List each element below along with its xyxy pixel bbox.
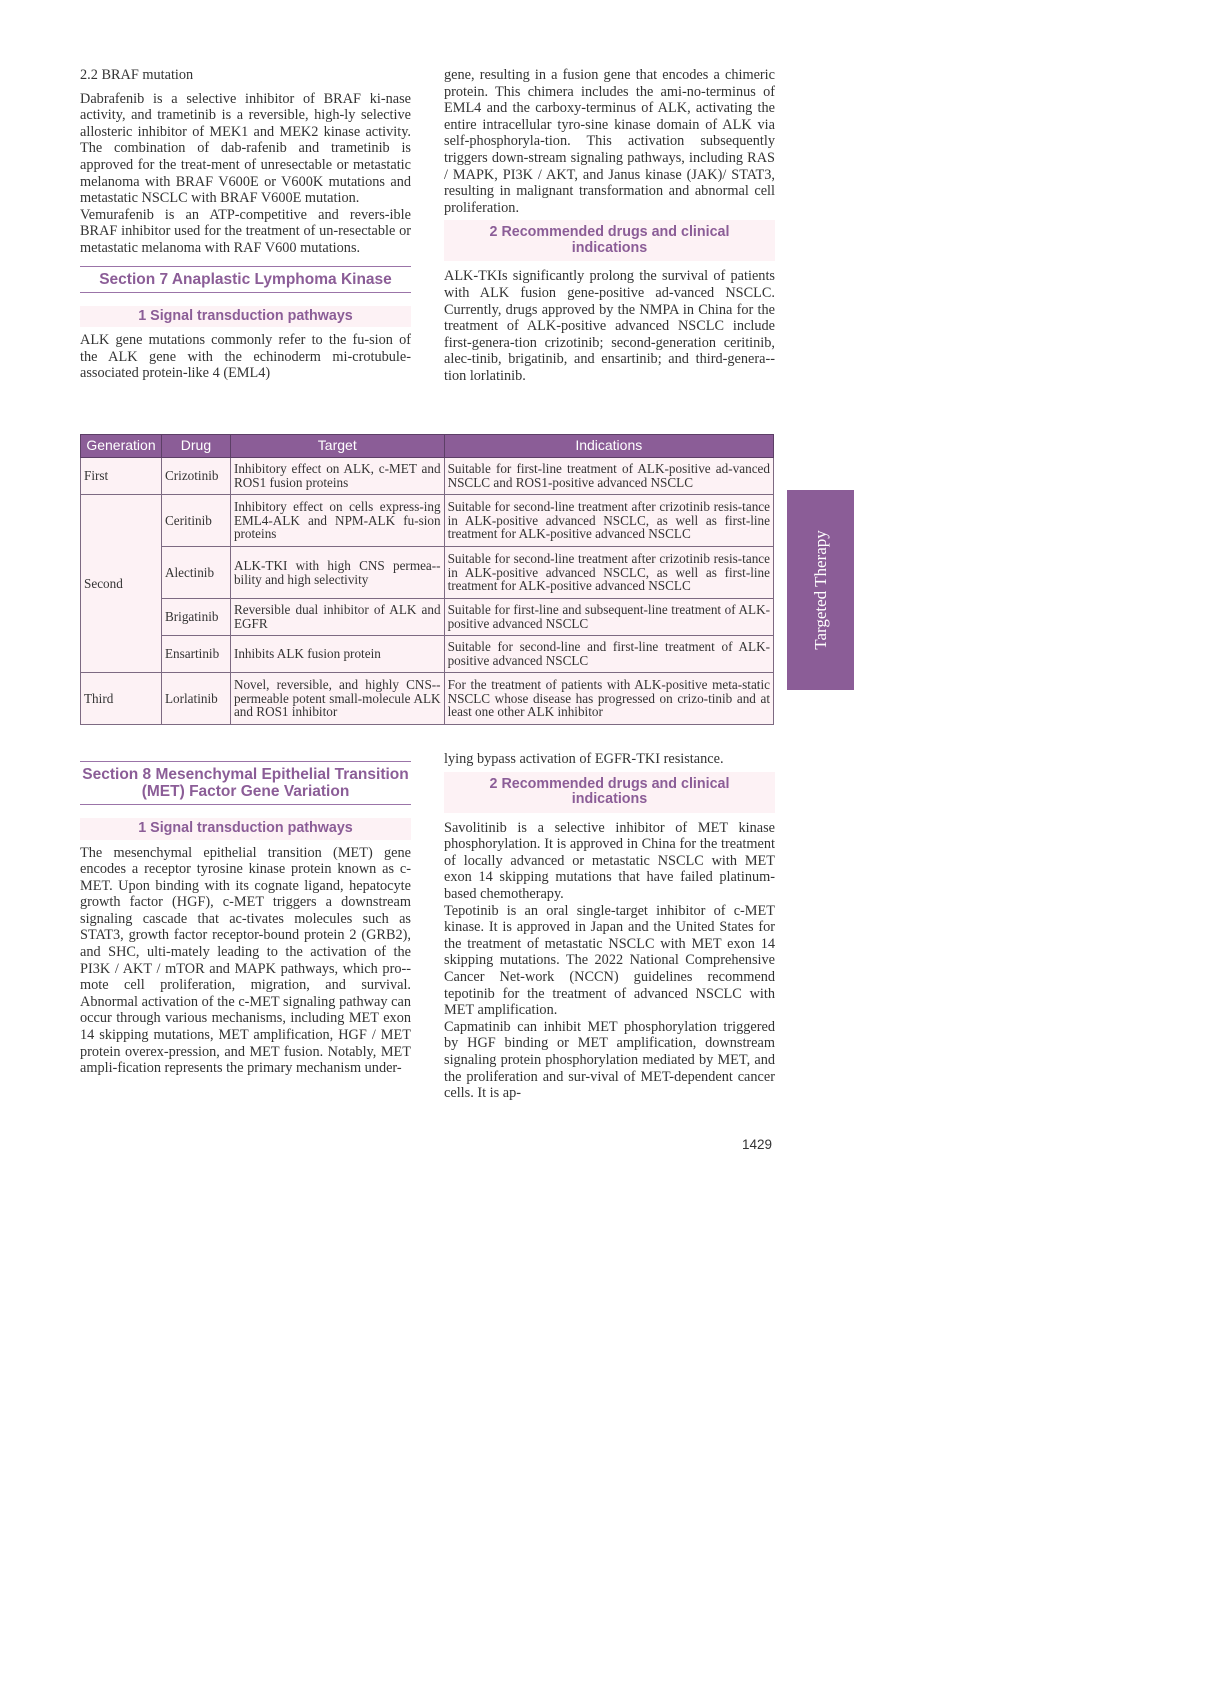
met-paragraph-0: lying bypass activation of EGFR-TKI resistance.: [444, 751, 724, 767]
indications-cell: Suitable for first-line treatment of ALK-positive ad-vanced NSCLC and ROS1-positive advanced NSCLC: [444, 458, 773, 495]
table-row: [81, 599, 774, 636]
generation-cell: Third: [81, 673, 162, 725]
alk-paragraph-1: ALK gene mutations commonly refer to the fu-sion of the ALK gene with the echinoderm mi-crotubule-associated protein-like 4 (EML4): [80, 332, 411, 382]
target-cell: Reversible dual inhibitor of ALK and EGFR: [230, 599, 444, 636]
generation-cell: Second: [81, 495, 162, 673]
indications-cell: For the treatment of patients with ALK-positive meta-static NSCLC whose disease has progressed on crizo-tinib and at least one other ALK inhibitor: [444, 673, 773, 725]
met-drugs-heading: 2 Recommended drugs and clinical indications: [444, 772, 775, 813]
bottom-left-column: [80, 761, 411, 1077]
table-header-row: [81, 435, 774, 458]
top-left-column: [80, 67, 411, 382]
indications-cell: Suitable for second-line treatment after crizotinib resis-tance in ALK-positive advanced NSCLC, as well as first-line treatment for ALK-positive advanced NSCLC: [444, 495, 773, 547]
header-indications: Indications: [444, 435, 773, 458]
header-target: Target: [230, 435, 444, 458]
met-signal-heading: 1 Signal transduction pathways: [80, 818, 411, 840]
target-cell: Inhibitory effect on cells express-ing EML4-ALK and NPM-ALK fu-sion proteins: [230, 495, 444, 547]
savolitinib-paragraph: Savolitinib is a selective inhibitor of MET kinase phosphorylation. It is approved in China for the treatment of locally advanced or metastatic NSCLC with MET exon 14 skipping mutations that have failed platinum-based chemotherapy.: [444, 819, 775, 902]
table-row: [81, 636, 774, 673]
target-cell: Novel, reversible, and highly CNS-permeable potent small-molecule ALK and ROS1 inhibitor: [230, 673, 444, 725]
alk-drugs-heading: 2 Recommended drugs and clinical indications: [444, 220, 775, 261]
target-cell: ALK-TKI with high CNS permea-bility and high selectivity: [230, 547, 444, 599]
braf-paragraph-1: Dabrafenib is a selective inhibitor of BRAF ki-nase activity, and trametinib is a reversible, high-ly selective allosteric inhibitor of MEK1 and MEK2 kinase activity. The combination of dab-rafenib and trametinib is approved for the treat-ment of unresectable or metastatic melanoma with BRAF V600E or V600K mutations and metastatic NSCLC with BRAF V600E mutation.: [80, 90, 411, 207]
side-tab-label: Targeted Therapy: [810, 530, 830, 650]
drug-cell: Ensartinib: [161, 636, 230, 673]
section-7-title: Section 7 Anaplastic Lymphoma Kinase: [80, 266, 411, 293]
header-generation: Generation: [81, 435, 162, 458]
header-drug: Drug: [161, 435, 230, 458]
generation-cell: First: [81, 458, 162, 495]
indications-cell: Suitable for second-line treatment after crizotinib resis-tance in ALK-positive advanced NSCLC, as well as first-line treatment for ALK-positive advanced NSCLC: [444, 547, 773, 599]
met-paragraph-1: The mesenchymal epithelial transition (MET) gene encodes a receptor tyrosine kinase protein known as c-MET. Upon binding with its cognate ligand, hepatocyte growth factor (HGF), c-MET triggers a downstream signaling cascade that ac-tivates molecules such as STAT3, growth factor receptor-bound protein 2 (GRB2), and SHC, ulti-mately leading to the activation of the PI3K / AKT / mTOR and MAPK pathways, which pro-mote cell proliferation, migration, and survival. Abnormal activation of the c-MET signaling pathway can occur through various mechanisms, including MET exon 14 skipping mutations, MET amplification, HGF / MET protein overex-pression, and MET fusion. Notably, MET ampli-fication represents the primary mechanism under-: [80, 844, 411, 1077]
capmatinib-paragraph: Capmatinib can inhibit MET phosphorylation triggered by HGF binding or MET amplification, downstream signaling protein phosphorylation mediated by MET, and the proliferation and sur-vival of MET-dependent cancer cells. It is ap-: [444, 1018, 775, 1102]
table-row: [81, 458, 774, 495]
drug-cell: Brigatinib: [161, 599, 230, 636]
table-row: [81, 673, 774, 725]
bottom-right-column: [444, 751, 775, 1102]
alk-signal-heading: 1 Signal transduction pathways: [80, 306, 411, 328]
table-row: [81, 495, 774, 547]
target-cell: Inhibitory effect on ALK, c-MET and ROS1 fusion proteins: [230, 458, 444, 495]
drug-cell: Lorlatinib: [161, 673, 230, 725]
table-row: [81, 547, 774, 599]
alk-drug-table: [80, 434, 774, 725]
indications-cell: Suitable for first-line and subsequent-line treatment of ALK-positive advanced NSCLC: [444, 599, 773, 636]
indications-cell: Suitable for second-line and first-line treatment of ALK-positive advanced NSCLC: [444, 636, 773, 673]
top-right-column: [444, 67, 775, 385]
section-8-title: Section 8 Mesenchymal Epithelial Transition (MET) Factor Gene Variation: [80, 761, 411, 805]
drug-cell: Crizotinib: [161, 458, 230, 495]
page-number: 1429: [742, 1137, 773, 1152]
target-cell: Inhibits ALK fusion protein: [230, 636, 444, 673]
targeted-therapy-side-tab: [787, 490, 854, 690]
braf-paragraph-2: Vemurafenib is an ATP-competitive and revers-ible BRAF inhibitor used for the treatment of un-resectable or metastatic melanoma with RAF V600 mutations.: [80, 206, 411, 256]
drug-cell: Ceritinib: [161, 495, 230, 547]
tepotinib-paragraph: Tepotinib is an oral single-target inhibitor of c-MET kinase. It is approved in Japan and the United States for the treatment of metastatic NSCLC with MET exon 14 skipping mutations. The 2022 National Comprehensive Cancer Net-work (NCCN) guidelines recommend tepotinib for the treatment of advanced NSCLC with MET amplification.: [444, 902, 775, 1019]
alk-paragraph-2: gene, resulting in a fusion gene that encodes a chimeric protein. This chimera includes the ami-no-terminus of EML4 and the carboxy-terminus of ALK, activating the entire intracellular tyro-sine kinase domain of ALK via self-phosphoryla-tion. This activation subsequently triggers down-stream signaling pathways, including RAS / MAPK, PI3K / AKT, and Janus kinase (JAK)/ STAT3, resulting in malignant transformation and abnormal cell proliferation.: [444, 67, 775, 216]
braf-subheading: 2.2 BRAF mutation: [80, 67, 194, 83]
drug-cell: Alectinib: [161, 547, 230, 599]
alk-paragraph-3: ALK-TKIs significantly prolong the survival of patients with ALK fusion gene-positive ad-vanced NSCLC. Currently, drugs approved by the NMPA in China for the treatment of ALK-positive advanced NSCLC include first-genera-tion crizotinib; second-generation ceritinib, alec-tinib, brigatinib, and ensartinib; and third-genera-tion lorlatinib.: [444, 268, 775, 384]
